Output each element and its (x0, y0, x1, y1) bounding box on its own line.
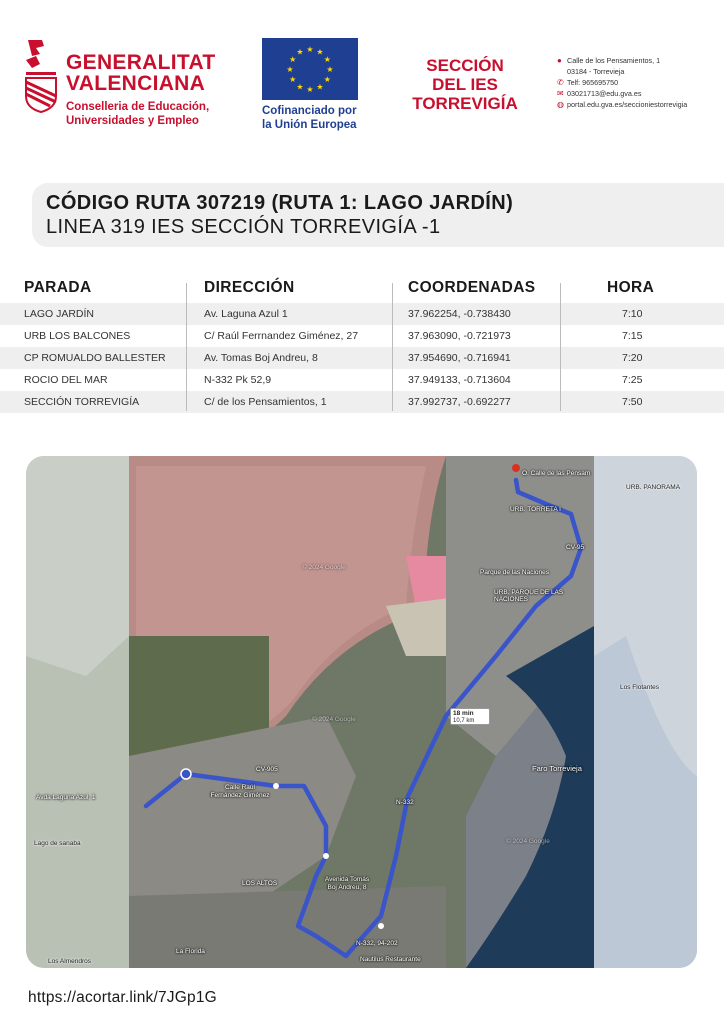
ies-title-line1: SECCIÓN (426, 56, 504, 75)
stops-table (0, 279, 724, 413)
contact-email[interactable]: 03021713@edu.gva.es (567, 89, 642, 98)
map-label-florida: La Florida (176, 948, 205, 955)
ies-title (396, 56, 534, 113)
cell-coordenadas: 37.962254, -0.738430 (408, 308, 511, 320)
map-label-altos: LOS ALTOS (242, 880, 278, 887)
map-label-cv905: CV-905 (256, 766, 278, 773)
contact-address1: Calle de los Pensamientos, 1 (567, 56, 661, 65)
map-label-flotantes: Los Flotantes (620, 684, 660, 691)
map-label-n332-road: N-332 (396, 799, 414, 806)
header-coordenadas: COORDENADAS (408, 279, 536, 296)
eu-star-icon: ★ (286, 65, 294, 74)
cell-parada: ROCIO DEL MAR (24, 374, 108, 386)
contact-web[interactable]: portal.edu.gva.es/seccioniestorrevigia (567, 100, 688, 109)
map-label-torreta: URB. TORRETA I (510, 506, 561, 513)
table-divider (392, 283, 393, 411)
route-distance: 10,7 km (453, 718, 475, 724)
cell-direccion: Av. Laguna Azul 1 (204, 308, 288, 320)
eu-star-icon: ★ (326, 65, 334, 74)
map-label-panorama: URB. PANORAMA (626, 484, 681, 491)
location-pin-icon: ● (557, 56, 562, 65)
route-time: 18 min (453, 710, 474, 717)
map-label-sanaba: Lago de sanaba (34, 840, 81, 847)
web-icon: ◍ (557, 100, 564, 109)
cell-direccion: C/ Raúl Ferrnandez Giménez, 27 (204, 330, 359, 342)
mail-icon: ✉ (557, 89, 564, 98)
eu-text-line1: Cofinanciado por (262, 105, 357, 117)
conselleria-line2: Universidades y Empleo (66, 115, 199, 127)
cell-direccion: N-332 Pk 52,9 (204, 374, 272, 386)
cell-coordenadas: 37.949133, -0.713604 (408, 374, 511, 386)
map-label-balcones: Calle Raúl Fernández Giménez (210, 784, 270, 799)
map-watermark: © 2024 Google (302, 564, 346, 571)
generalitat-logo (22, 38, 222, 138)
contact-phone: Telf: 965695750 (567, 78, 619, 87)
table-divider (186, 283, 187, 411)
cell-hora: 7:10 (622, 308, 643, 320)
conselleria-line1: Conselleria de Educación, (66, 101, 210, 113)
cell-direccion: Av. Tomas Boj Andreu, 8 (204, 352, 318, 364)
cell-parada: SECCIÓN TORREVIGÍA (24, 396, 140, 408)
map-label-destination: O. Calle de las Pensam (522, 470, 591, 477)
eu-logo (262, 38, 362, 138)
eu-star-icon: ★ (306, 85, 314, 94)
table-row (0, 325, 724, 347)
contact-address2: 03184 - Torrevieja (567, 67, 625, 76)
map-watermark: © 2024 Google (506, 838, 550, 845)
ies-title-line2: DEL IES (432, 75, 498, 94)
map-label-restaurante: Nautilus Restaurante (360, 956, 421, 963)
eu-star-icon: ★ (289, 55, 297, 64)
generalitat-name (66, 52, 216, 94)
map-label-cv95: CV-95 (566, 544, 585, 551)
short-link[interactable]: https://acortar.link/7JGp1G (28, 989, 217, 1006)
map-label-faro: Faro Torrevieja (532, 764, 582, 773)
contact-info (557, 55, 722, 110)
map-label-urb-parque: URB. PARQUE DE LAS NACIONES (494, 589, 564, 603)
table-row (0, 391, 724, 413)
cell-hora: 7:15 (622, 330, 643, 342)
eu-star-icon: ★ (323, 75, 331, 84)
eu-cofinanced-text (262, 104, 362, 132)
eu-star-icon: ★ (316, 82, 324, 92)
eu-star-icon: ★ (296, 82, 304, 92)
map-watermark: © 2024 Google (312, 716, 356, 723)
cell-direccion: C/ de los Pensamientos, 1 (204, 396, 327, 408)
generalitat-emblem-icon (22, 38, 60, 114)
route-title: CÓDIGO RUTA 307219 (RUTA 1: LAGO JARDÍN) (46, 192, 514, 214)
eu-star-icon: ★ (296, 47, 304, 57)
table-row (0, 347, 724, 369)
cell-hora: 7:25 (622, 374, 643, 386)
map-label-laguna: Avda Laguna Azul, 1 (36, 794, 96, 801)
table-row (0, 369, 724, 391)
conselleria-name (66, 100, 209, 128)
eu-star-icon: ★ (323, 55, 331, 64)
cell-parada: LAGO JARDÍN (24, 308, 95, 320)
generalitat-name-line1: GENERALITAT (66, 51, 216, 74)
eu-flag-icon (262, 38, 358, 100)
map-label-tomas: Avenida Tomás Boj Andreu, 8 (324, 876, 370, 891)
cell-coordenadas: 37.992737, -0.692277 (408, 396, 511, 408)
eu-star-icon: ★ (306, 45, 314, 54)
header-hora: HORA (607, 279, 655, 296)
map-label-n332-stop: N-332, 94-202 (356, 940, 398, 947)
map-label-almendros: Los Almendros (48, 958, 91, 965)
eu-text-line2: la Unión Europea (262, 119, 357, 131)
map-label-naciones: Parque de las Naciones (480, 569, 550, 576)
cell-coordenadas: 37.963090, -0.721973 (408, 330, 511, 342)
eu-star-icon: ★ (316, 47, 324, 57)
header-direccion: DIRECCIÓN (204, 279, 295, 296)
stops-table-header (0, 279, 724, 299)
ies-title-line3: TORREVIGÍA (412, 94, 518, 113)
generalitat-name-line2: VALENCIANA (66, 72, 206, 95)
cell-parada: URB LOS BALCONES (24, 330, 131, 342)
cell-parada: CP ROMUALDO BALLESTER (24, 352, 166, 364)
header-parada: PARADA (24, 279, 92, 296)
eu-star-icon: ★ (289, 75, 297, 84)
route-map[interactable] (26, 456, 697, 968)
route-time-box (450, 708, 490, 725)
table-row (0, 303, 724, 325)
cell-hora: 7:20 (622, 352, 643, 364)
route-subtitle: LINEA 319 IES SECCIÓN TORREVIGÍA -1 (46, 216, 441, 238)
table-divider (560, 283, 561, 411)
cell-hora: 7:50 (622, 396, 643, 408)
phone-icon: ✆ (557, 78, 564, 87)
cell-coordenadas: 37.954690, -0.716941 (408, 352, 511, 364)
